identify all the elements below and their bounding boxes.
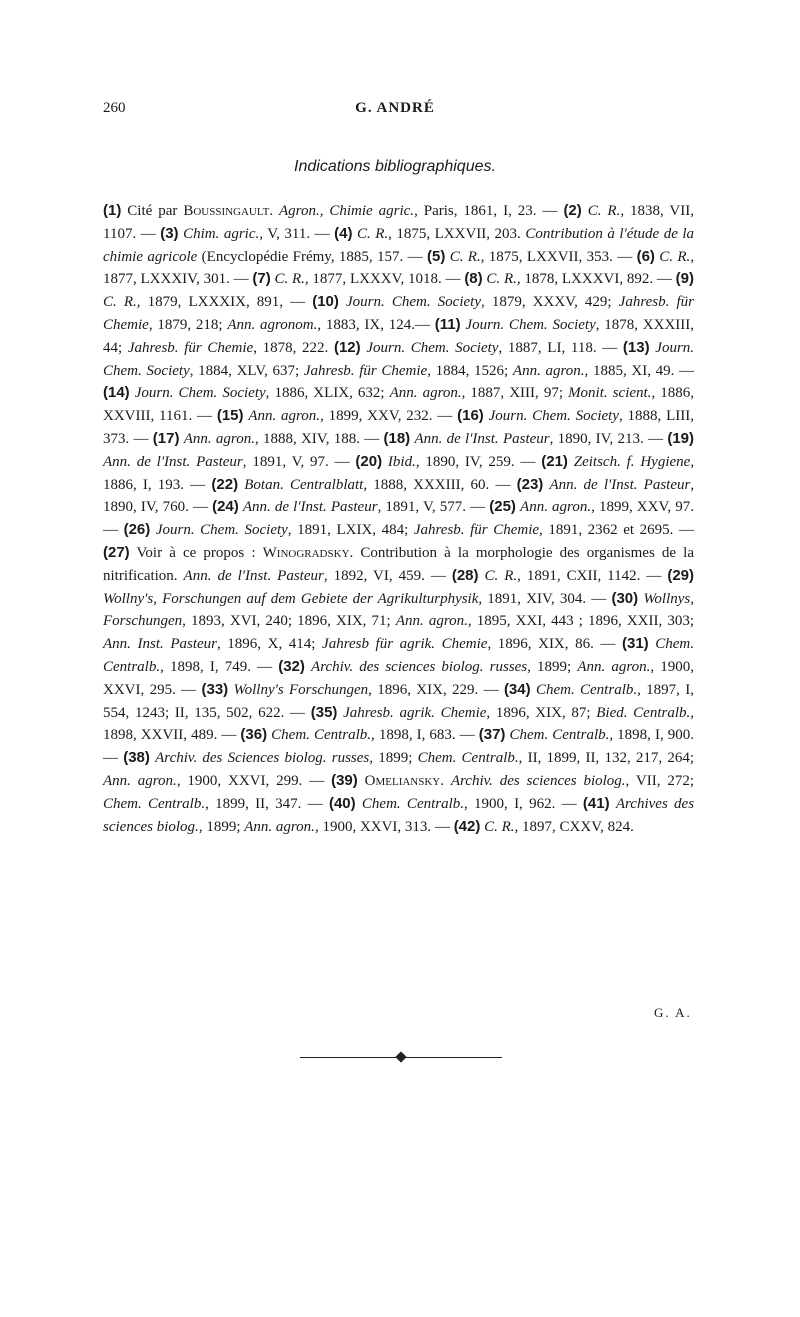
reference-source-title: Ann. agron.	[389, 385, 462, 402]
reference-text: Voir à ce propos :	[136, 544, 263, 561]
reference-source-title: Chem. Centralb.	[535, 681, 638, 698]
reference-text: , 1878, LXXXVI, 892. —	[516, 271, 672, 288]
reference-text: , 1896, XIX, 229. —	[368, 681, 499, 698]
reference-text: , 1878, 222.	[253, 339, 329, 356]
reference-number: (29)	[667, 566, 695, 584]
reference-source-title: C. R.	[587, 203, 621, 219]
reference-number: (40)	[328, 794, 356, 812]
reference-number: (11)	[434, 315, 461, 333]
reference-number: (32)	[278, 657, 305, 675]
reference-number: (42)	[453, 817, 481, 835]
reference-source-title: Chim. agric.	[183, 225, 260, 242]
reference-text: , 1877, LXXXIV, 301. —	[103, 248, 695, 288]
reference-number: (39)	[331, 771, 358, 789]
reference-source-title: Archives des sciences biolog.	[103, 795, 695, 835]
reference-text: , 1888, XXXIII, 60. —	[363, 476, 511, 493]
reference-source-title: Ann. agron.	[512, 362, 585, 379]
reference-source-title: Archiv. des sciences biolog. russes	[311, 658, 528, 675]
reference-number: (20)	[355, 452, 383, 470]
reference-text: , 1899;	[527, 658, 578, 675]
reference-number: (31)	[622, 635, 649, 653]
reference-entry	[240, 727, 474, 743]
reference-source-title: Archiv. des sciences biolog.	[450, 772, 626, 789]
reference-number: (4)	[334, 224, 353, 242]
reference-text: , 1879, XXXV, 429;	[480, 294, 619, 311]
reference-text: , 1890, IV, 760. —	[103, 476, 695, 516]
reference-source-title: C. R.	[274, 271, 305, 288]
reference-entry	[201, 682, 498, 698]
reference-text: , 1884, XLV, 637;	[189, 362, 304, 379]
reference-source-title: Journ. Chem. Society	[465, 316, 596, 333]
reference-number: (13)	[622, 338, 650, 356]
reference-text: .	[440, 772, 451, 789]
reference-text: , 1898, I, 683. —	[371, 727, 475, 744]
reference-source-title: Jahresb. agrik. Chemie	[343, 704, 487, 721]
reference-text: , 1886, XXVIII, 1161. —	[103, 385, 694, 425]
reference-entry	[454, 819, 634, 835]
reference-text: , II, 1899, II, 132, 217, 264;	[518, 750, 695, 767]
reference-number: (10)	[312, 293, 339, 311]
reference-number: (19)	[667, 429, 695, 447]
reference-text: , 1887, LI, 118. —	[498, 339, 618, 356]
reference-text: , 1888, XIV, 188. —	[254, 430, 380, 447]
author-signature: G. A.	[654, 1005, 692, 1020]
page-number: 260	[103, 100, 126, 116]
reference-entry	[384, 431, 664, 447]
reference-source-title: Ann. de l'Inst. Pasteur	[242, 499, 378, 516]
reference-text: Omeliansky	[364, 772, 441, 789]
reference-text: , 1883, IX, 124.—	[317, 316, 430, 333]
reference-text: , 1891, 2362 et 2695. —	[539, 522, 694, 539]
reference-text: , 1896, XIX, 86. —	[487, 636, 616, 653]
reference-text: , 1890, IV, 213. —	[549, 430, 664, 447]
reference-number: (26)	[123, 521, 151, 539]
reference-source-title: Ann. agron.	[577, 658, 651, 675]
reference-source-title: Jahresb. für Chemie	[413, 522, 540, 539]
reference-text: , 1896, X, 414;	[216, 636, 323, 653]
reference-source-title: Chem. Centralb.	[103, 795, 206, 812]
reference-number: (22)	[211, 475, 239, 493]
reference-entry	[153, 431, 379, 447]
reference-source-title: Journ. Chem. Society	[346, 294, 481, 311]
reference-number: (33)	[201, 680, 229, 698]
reference-source-title: Jahresb für agrik. Chemie	[322, 636, 488, 653]
reference-source-title: Ann. Inst. Pasteur	[103, 636, 217, 653]
reference-source-title: Wollny's, Forschungen auf dem Gebiete der Agrikulturphysik	[103, 590, 479, 607]
reference-text: , 1879, 218;	[148, 316, 228, 333]
reference-number: (28)	[451, 566, 479, 584]
reference-source-title: Journ. Chem. Society	[366, 339, 499, 356]
reference-entry	[124, 522, 694, 538]
reference-text: , 1899, XXV, 232. —	[320, 408, 453, 425]
reference-text: , VII, 272;	[625, 772, 694, 789]
reference-text: , 1891, XIV, 304. —	[478, 590, 607, 607]
reference-source-title: Ann. de l'Inst. Pasteur	[183, 567, 324, 584]
reference-text: , 1885, XI, 49. —	[584, 362, 695, 379]
reference-source-title: C. R.	[484, 818, 515, 835]
reference-entry	[212, 499, 485, 515]
reference-source-title: Ann. agron.	[244, 818, 315, 835]
reference-text: , 1899, XXV, 97. —	[103, 499, 694, 539]
reference-source-title: Chem. Centralb.	[417, 750, 519, 767]
reference-source-title: C. R.	[484, 567, 518, 584]
reference-text: , 1900, XXVI, 299. —	[176, 772, 325, 789]
reference-number: (14)	[103, 384, 130, 402]
reference-source-title: C. R.	[659, 248, 691, 265]
reference-source-title: Bied. Centralb.	[596, 704, 691, 721]
reference-entry	[464, 271, 672, 287]
reference-source-title: C. R.	[449, 248, 481, 265]
reference-number: (9)	[675, 270, 695, 288]
reference-text: , 1890, IV, 259. —	[415, 453, 536, 470]
reference-text: , 1898, I, 749. —	[160, 658, 273, 675]
reference-text: , 1891, CXII, 1142. —	[517, 567, 662, 584]
reference-source-title: Ibid.	[387, 453, 416, 470]
reference-text: Boussingault	[183, 203, 270, 219]
reference-text: , 1892, VI, 459. —	[323, 567, 446, 584]
bibliography-paragraph	[103, 200, 694, 838]
reference-number: (27)	[103, 543, 130, 561]
reference-entry	[427, 249, 632, 265]
reference-source-title: Chem. Centralb.	[103, 636, 695, 675]
reference-source-title: Monit. scient.	[568, 385, 652, 402]
reference-text: , 1877, LXXXV, 1018. —	[304, 271, 461, 288]
reference-text: , 1896, XIX, 87;	[486, 704, 597, 721]
section-title: Indications bibliographiques.	[294, 158, 496, 175]
reference-source-title: Ann. agron.	[520, 499, 592, 516]
reference-number: (23)	[516, 475, 544, 493]
reference-source-title: Wollny's Forschungen	[233, 681, 369, 698]
reference-source-title: C. R.	[486, 271, 517, 288]
reference-source-title: Contribution à l'étude de la chimie agricole	[103, 225, 695, 265]
reference-text: , 1900, XXVI, 295. —	[103, 658, 695, 698]
diamond-icon	[395, 1051, 406, 1062]
reference-source-title: Zeitsch. f. Hygiene	[573, 453, 691, 470]
reference-entry	[103, 203, 558, 219]
reference-text: , 1891, V, 97. —	[242, 453, 350, 470]
reference-source-title: Journ. Chem. Society	[103, 339, 695, 379]
reference-source-title: Wollnys, Forschungen	[103, 590, 695, 630]
reference-text: , 1886, XLIX, 632;	[265, 385, 390, 402]
reference-text: , 1897, CXXV, 824.	[514, 818, 634, 835]
reference-entry	[355, 454, 535, 470]
reference-text: (Encyclopédie Frémy, 1885, 157. —	[197, 248, 423, 265]
reference-entry	[217, 408, 452, 424]
reference-source-title: Ann. de l'Inst. Pasteur	[103, 453, 243, 470]
reference-text: , 1887, XIII, 97;	[461, 385, 569, 402]
reference-text: , 1886, I, 193. —	[103, 453, 695, 493]
reference-text: , 1899;	[198, 818, 245, 835]
reference-number: (36)	[240, 726, 268, 744]
reference-source-title: Journ. Chem. Society	[488, 408, 619, 425]
reference-source-title: Ann. de l'Inst. Pasteur	[549, 476, 691, 493]
reference-number: (15)	[216, 407, 244, 425]
end-ornament	[300, 1052, 502, 1064]
reference-number: (21)	[541, 452, 568, 470]
reference-number: (7)	[252, 270, 271, 288]
reference-number: (24)	[212, 498, 239, 516]
reference-number: (18)	[383, 429, 411, 447]
reference-text: , 1900, I, 962. —	[464, 795, 577, 812]
reference-source-title: C. R.	[356, 225, 389, 242]
reference-source-title: Ann. agron.	[248, 408, 321, 425]
reference-text: , 1899;	[369, 750, 418, 767]
reference-number: (35)	[310, 703, 338, 721]
reference-source-title: Chem. Centralb.	[361, 795, 465, 812]
reference-source-title: Journ. Chem. Society	[155, 522, 288, 539]
reference-source-title: C. R.	[103, 294, 137, 311]
reference-text: . Contribution à la morphologie des organismes de la nitrification.	[103, 544, 694, 584]
reference-source-title: Archiv. des Sciences biolog. russes	[155, 750, 370, 767]
reference-source-title: Ann. de l'Inst. Pasteur	[414, 430, 550, 447]
reference-source-title: Ann. agron.	[183, 430, 255, 447]
reference-entry	[160, 226, 329, 242]
reference-text: , 1891, V, 577. —	[377, 499, 486, 516]
reference-source-title: Botan. Centralblatt	[244, 476, 364, 493]
reference-source-title: Agron., Chimie agric.	[279, 203, 415, 219]
reference-number: (1)	[103, 202, 122, 219]
reference-text: , 1900, XXVI, 313. —	[314, 818, 450, 835]
reference-text: , 1899, II, 347. —	[205, 795, 323, 812]
reference-text: , 1879, LXXXIX, 891, —	[136, 294, 306, 311]
reference-source-title: Chem. Centralb.	[509, 727, 610, 744]
reference-text: , 1898, XXVII, 489. —	[103, 704, 694, 744]
reference-text: , 1893, XVI, 240; 1896, XIX, 71;	[182, 613, 396, 630]
reference-text: , 1878, XXXIII, 44;	[103, 316, 695, 356]
reference-number: (41)	[582, 794, 610, 812]
reference-text: Winogradsky	[262, 544, 350, 561]
reference-source-title: Ann. agronom.	[227, 316, 318, 333]
reference-entry	[334, 340, 617, 356]
reference-number: (17)	[152, 429, 180, 447]
reference-source-title: Journ. Chem. Society	[134, 385, 266, 402]
reference-text: , 1875, LXXVII, 353. —	[480, 248, 633, 265]
page-header	[103, 100, 687, 124]
reference-text: , V, 311. —	[259, 225, 330, 242]
reference-number: (12)	[333, 338, 361, 356]
reference-text: .	[269, 203, 279, 219]
reference-entry	[252, 271, 460, 287]
running-head: G. ANDRÉ	[355, 100, 435, 116]
reference-number: (3)	[160, 224, 179, 242]
reference-source-title: Ann. agron.	[395, 613, 468, 630]
reference-text: , 1838, VII, 1107. —	[103, 203, 695, 242]
reference-text: , 1888, LIII, 373. —	[103, 408, 694, 447]
reference-entry	[329, 796, 577, 812]
reference-number: (38)	[123, 749, 150, 767]
reference-number: (34)	[503, 680, 531, 698]
reference-text: , 1884, 1526;	[427, 362, 513, 379]
reference-source-title: Ann. agron.	[103, 772, 177, 789]
reference-number: (8)	[464, 270, 483, 288]
reference-source-title: Jahresb. für Chemie	[303, 362, 428, 379]
reference-entry	[211, 477, 510, 493]
reference-number: (2)	[563, 202, 582, 219]
reference-number: (5)	[426, 247, 446, 265]
reference-text: , 1875, LXXVII, 203.	[388, 225, 526, 242]
reference-text: , 1891, LXIX, 484;	[287, 522, 414, 539]
reference-number: (6)	[636, 247, 655, 265]
reference-text: , 1897, I, 554, 1243; II, 135, 502, 622. —	[103, 681, 695, 721]
reference-text: , 1898, I, 900. —	[103, 727, 694, 767]
reference-entry	[452, 568, 662, 584]
reference-number: (16)	[457, 407, 484, 425]
reference-text: , 1895, XXI, 443 ; 1896, XXII, 303;	[467, 613, 695, 630]
reference-source-title: Jahresb. für Chemie	[103, 294, 694, 333]
reference-number: (25)	[489, 498, 516, 516]
reference-source-title: Jahresb. für Chemie	[127, 339, 254, 356]
reference-source-title: Chem. Centralb.	[271, 727, 372, 744]
reference-text: Cité par	[127, 203, 184, 219]
reference-text: , Paris, 1861, I, 23. —	[414, 203, 558, 219]
reference-number: (37)	[478, 726, 506, 744]
reference-number: (30)	[611, 589, 639, 607]
